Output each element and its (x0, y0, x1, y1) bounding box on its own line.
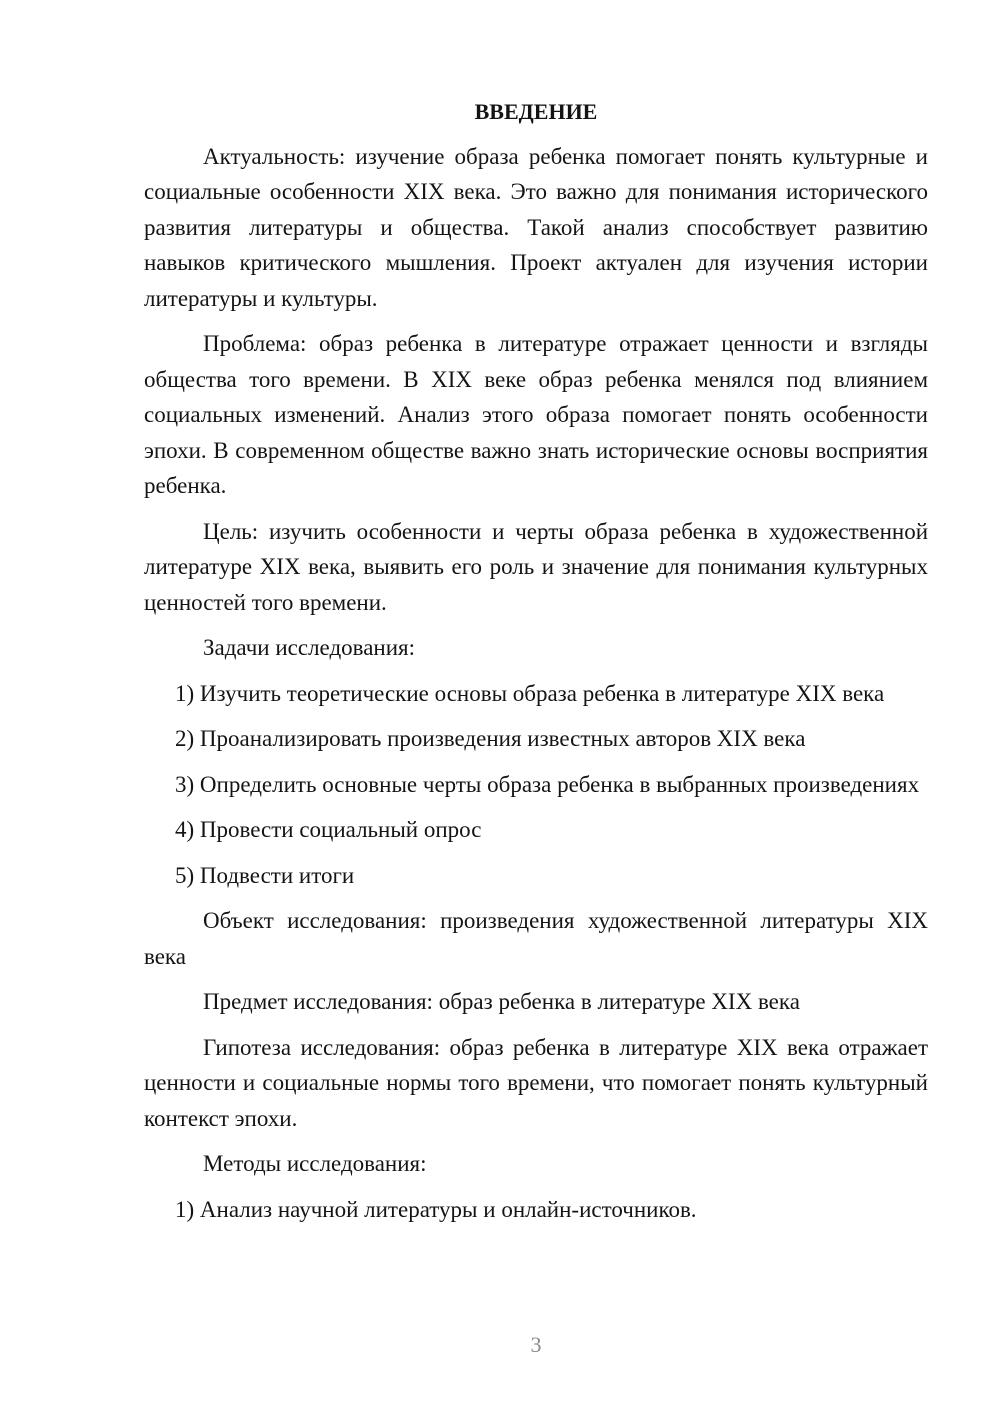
task-item: 4) Провести социальный опрос (175, 817, 482, 842)
subject-paragraph: Предмет исследования: образ ребенка в литературе XIX века (203, 989, 800, 1014)
hypothesis-paragraph: Гипотеза исследования: образ ребенка в литературе XIX века отражает ценности и социальные нормы того времени, что помогает понять культурный контекст эпохи. (144, 1034, 928, 1131)
section-title: ВВЕДЕНИЕ (474, 99, 598, 124)
relevance-paragraph: Актуальность: изучение образа ребенка помогает понять культурные и социальные особенности XIX века. Это важно для понимания исторического развития литературы и общества. Такой анализ способствует развитию навыков критического мышления. Проект актуален для изучения истории литературы и культуры. (144, 143, 928, 311)
problem-paragraph: Проблема: образ ребенка в литературе отражает ценности и взгляды общества того времени. В XIX веке образ ребенка менялся под влиянием социальных изменений. Анализ этого образа помогает понять особенности эпохи. В современном обществе важно знать исторические основы восприятия ребенка. (144, 331, 928, 498)
task-item: 5) Подвести итоги (175, 862, 355, 888)
tasks-heading: Задачи исследования: (203, 635, 416, 660)
document-body (144, 94, 928, 1237)
object-paragraph: Объект исследования: произведения художественной литературы XIX века (144, 908, 928, 969)
task-item: 3) Определить основные черты образа ребенка в выбранных произведениях (175, 771, 920, 797)
method-item: 1) Анализ научной литературы и онлайн-источников. (175, 1196, 697, 1222)
methods-heading: Методы исследования: (203, 1151, 427, 1176)
goal-paragraph: Цель: изучить особенности и черты образа ребенка в художественной литературе XIX века, выявить его роль и значение для понимания культурных ценностей того времени. (144, 518, 928, 615)
task-item: 1) Изучить теоретические основы образа ребенка в литературе XIX века (175, 680, 885, 706)
page-number: 3 (530, 1332, 542, 1357)
task-item: 2) Проанализировать произведения известных авторов XIX века (175, 726, 806, 751)
